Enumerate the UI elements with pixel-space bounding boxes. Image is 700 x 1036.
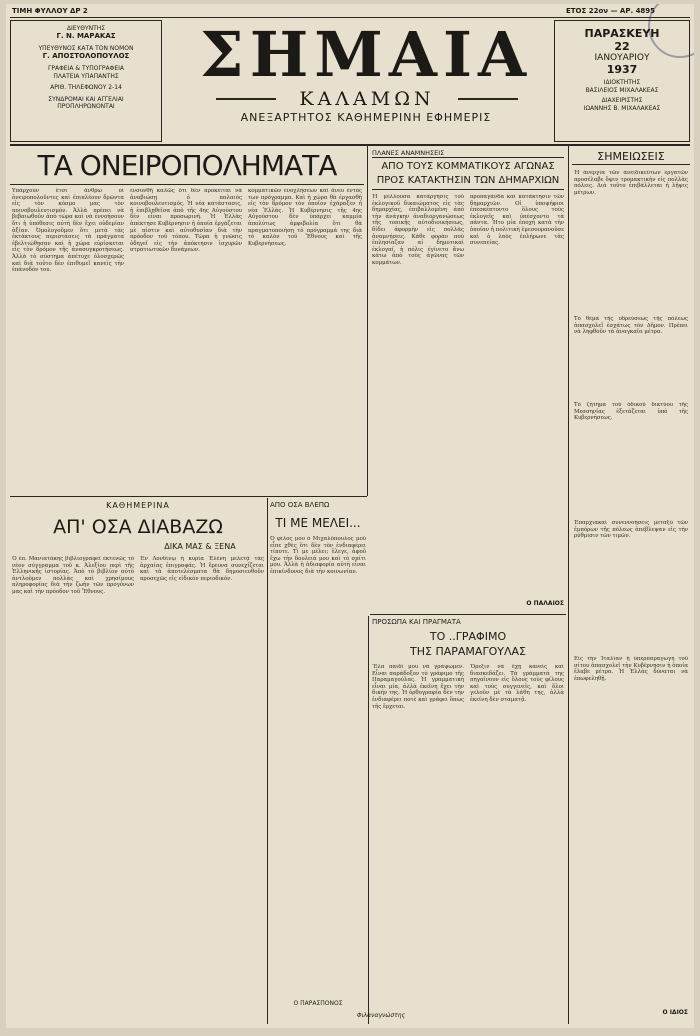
reading-col-2: Ἐν Λονδίνῳ ἡ κυρία Ἑλένη μελετᾷ τὰς ἀρχαίας ἐπιγραφάς. Ἡ ἔρευνα συνεχίζεται καὶ τὰ ἀποτελέσματα θὰ δημοσιευθοῦν προσεχῶς εἰς εἰδικὸν περιοδικόν.	[140, 556, 264, 582]
daily-label: ΚΑΘΗΜΕΡΙΝΑ	[106, 501, 170, 510]
notes-text-2: Τὸ θέμα τῆς ὑδρεύσεως τῆς πόλεως ἀπασχολεῖ ἐσχάτως τὸν Δῆμον. Πρέπει νὰ ληφθοῦν τὰ ἀναγκαῖα μέτρα.	[574, 316, 688, 336]
date-number: 22	[614, 40, 630, 53]
parties-title-2: ΠΡΟΣ ΚΑΤΑΚΤΗΣΙΝ ΤΩΝ ΔΗΜΑΡΧΙΩΝ	[376, 175, 560, 186]
things-signature: Φιλαναγνώστης	[356, 1012, 406, 1019]
masthead-tagline: ΑΝΕΞΑΡΤΗΤΟΣ ΚΑΘΗΜΕΡΙΝΗ ΕΦΗΜΕΡΙΣ	[240, 111, 492, 124]
manager-label: ΔΙΑΧΕΙΡΙΣΤΗΣ	[601, 97, 643, 104]
care-signature: Ο ΠΑΡΑΣΠΟΝΟΣ	[293, 1000, 343, 1007]
notes-text-4: Ἐπαρχιακαὶ συνεννοήσεις μεταξὺ τῶν ἐμπόρων τῆς πόλεως ἀπέβλεψαν εἰς τὴν ρύθμισιν τῶν τιμῶν.	[574, 520, 688, 540]
things-label: ΠΡΟΣΩΠΑ ΚΑΙ ΠΡΑΓΜΑΤΑ	[372, 618, 461, 626]
things-title-2: ΤΗΣ ΠΑΡΑΜΑΓΟΥΛΑΣ	[410, 645, 526, 658]
newspaper-page	[6, 4, 694, 1028]
manager-name: ΙΩΑΝΝΗΣ Β. ΜΙΧΑΛΑΚΕΑΣ	[583, 104, 661, 112]
notes-text-3: Τὸ ζήτημα τοῦ ὁδικοῦ δικτύου τῆς Μεσσηνίας ἐξετάζεται ὑπὸ τῆς Κυβερνήσεως.	[574, 402, 688, 422]
parties-signature: Ο ΠΑΛΑΙΟΣ	[526, 600, 564, 607]
reading-title: ΑΠ' ΟΣΑ ΔΙΑΒΑΖΩ	[53, 516, 223, 538]
dreams-col-3: κομματικῶν ἐνοχλήσεων καὶ ἄνευ ἐντός των πρόγραμμα. Καὶ ἡ χώρα θὰ ἐργασθῆ εἰς τὸν δρόμον τὸν ὁποῖον ἐχάραξεν ἡ νέα Ἑλλὰς. Ἡ Κυβέρνησις τῆς 4ης Αὐγούστου δὲν ὑπάρχει καμμία ἀπολύτως ἀμφιβολία ὅτι θὰ πραγματοποιήσῃ τὸ πρόγραμμά της διὰ τὸ καλὸν τοῦ Ἔθνους καὶ τῆς Κυβερνήσεως.	[248, 188, 362, 247]
resp-name: Γ. ΑΠΟΣΤΟΛΟΠΟΥΛΟΣ	[42, 51, 130, 60]
office-addr: ΠΛΑΤΕΙΑ ΥΠΑΠΑΝΤΗΣ	[53, 72, 119, 80]
price: ΤΙΜΗ ΦΥΛΛΟΥ ΔΡ 2	[12, 7, 88, 15]
dreams-title: ΤΑ ΟΝΕΙΡΟΠΟΛΗΜΑΤΑ	[37, 150, 337, 182]
reading-col-1: Ὁ ἐπ. Μανιατάκης βιβλιογραφεῖ ἐκτενῶς τὸ νέον σύγγραμμα τοῦ κ. Ἀλεξίου περὶ τῆς Ἑλληνικῆς ἱστορίας. Ἀπὸ τὸ βιβλίον αὐτὸ ἀντλοῦμεν πολλὰς καὶ χρησίμους πληροφορίας διὰ τὴν ζωὴν τῶν προγόνων μας καὶ τὴν πρόοδον τοῦ Ἔθνους.	[12, 556, 134, 595]
day-name: ΠΑΡΑΣΚΕΥΗ	[584, 27, 660, 40]
resp-label: ΥΠΕΥΘΥΝΟΣ ΚΑΤΑ ΤΟΝ ΝΟΜΟΝ	[38, 45, 134, 52]
notes-signature: Ο ΙΔΙΟΣ	[662, 1009, 688, 1016]
care-title: ΤΙ ΜΕ ΜΕΛΕΙ...	[275, 516, 361, 530]
owner-name: ΒΑΣΙΛΕΙΟΣ ΜΙΧΑΛΑΚΕΑΣ	[585, 86, 659, 94]
director-label: ΔΙΕΥΘΥΝΤΗΣ	[66, 25, 106, 32]
masthead-title: ΣΗΜΑΙΑ	[199, 18, 533, 91]
masthead-subtitle: ΚΑΛΑΜΩΝ	[299, 88, 435, 110]
reading-subtitle: ΔΙΚΑ ΜΑΣ & ΞΕΝΑ	[164, 542, 236, 551]
notes-title: ΣΗΜΕΙΩΣΕΙΣ	[597, 150, 665, 163]
director-name: Γ. Ν. ΜΑΡΑΚΑΣ	[56, 31, 116, 40]
parties-col-2: προπαγάνδα καὶ κατάκτησιν τῶν δημαρχιῶν. Οἱ ὑποψήφιοι ἐπεσκέπτοντο ὅλους τοὺς ἐκλογεῖς καὶ ὑπέσχοντο τὰ πάντα. Ἦτο μία ἐποχὴ κατὰ τὴν ὁποίαν ἡ πολιτικὴ ἐμεσουρανοῦσε καὶ ὁ λαὸς ἐπλήρωνε τὰς συνεπείας.	[470, 194, 564, 247]
notes-text-5: Εἰς τὴν Ἰταλίαν ἡ ὑπερπαραγωγὴ τοῦ σίτου ἀπασχολεῖ τὴν Κυβέρνησιν ἡ ὁποία ἔλαβε μέτρα. Ἡ Ἑλλὰς δύναται νὰ ἐπωφεληθῇ.	[574, 656, 688, 682]
year: 1937	[606, 63, 638, 76]
office-label: ΓΡΑΦΕΙΑ & ΤΥΠΟΓΡΑΦΕΙΑ	[48, 65, 124, 72]
dreams-col-1: Υπάρχουν ἔτσι ἄνθρω οἱ ὀνειροπολοῦντες καὶ ἐπιπλέουν δρῶντα εἰς τὸν κόσμο μας τὸν ποινοβουλευτισμόν. Ἀλλὰ πρέπει νὰ βεβαιωθοῦν ἀπὸ τώρα καὶ νὰ ἐννοήσουν ὅτι ἡ ὑπόθεσις αὐτὴ δὲν ἔχει οὐδεμίαν ἀξίαν. Ὁμολογοῦμεν ὅτι μετὰ τὰς ἑκτάκτους περιστάσεις τὰ πράγματα ἐβελτιώθησαν καὶ ἡ χώρα εὑρίσκεται εἰς τὸν δρόμον τῆς ἀνασυγκροτήσεως. Ἀλλὰ τὸ σύστημα ἀπέτυχε ὁλοσχερῶς καὶ διὰ τοῦτο δὲν ἐπιθυμεῖ κανεὶς τὴν ἐπάνοδόν του.	[12, 188, 124, 274]
care-text: Ὁ φίλος μου ὁ Μιχαλόπουλος μοῦ εἶπε χθὲς ὅτι δὲν τὸν ἐνδιαφέρει τίποτε. Τὶ με μέλει; ἔλεγε, ἀφοῦ ἔχω τὴν δουλειά μου καὶ τὸ σπίτι μου. Ἀλλὰ ἡ ἀδιαφορία αὐτὴ εἶναι ἐπικίνδυνος διὰ τὴν κοινωνίαν.	[270, 536, 366, 575]
notes-text-1: Ἠ ἀνεργία τῶν ἀνειδικεύτων ἐργατῶν προσέλαβε ὄψιν τρομακτικὴν εἰς πολλὰς πόλεις. Διὰ τοῦτο ἐπιβάλλεται ἡ λῆψις μέτρων.	[574, 170, 688, 196]
things-title-1: ΤΟ ..ΓΡΑΦΙΜΟ	[429, 630, 507, 643]
parties-title-1: ΑΠΟ ΤΟΥΣ ΚΟΜΜΑΤΙΚΟΥΣ ΑΓΩΝΑΣ	[381, 161, 555, 172]
year-issue: ΕΤΟΣ 22ον — ΑΡ. 4895	[566, 7, 656, 15]
month-name: ΙΑΝΟΥΑΡΙΟΥ	[594, 53, 650, 63]
phone: ΑΡΙΘ. ΤΗΛΕΦΩΝΟΥ 2-14	[50, 84, 122, 91]
things-col-1: Ἔλα παιδί μου νὰ γράψωμεν. Εἶναι παράδοξον τὸ γράφιμο τῆς Παραμαγούλας. Ἡ γραμματικὴ εἶναι μία, ἀλλὰ ἐκεῖνη ἔχει τὴν δικήν της. Ἡ ὀρθογραφία δὲν τὴν ἐνδιαφέρει ποτὲ καὶ γράφει ὅπως τῆς ἔρχεται.	[372, 664, 464, 710]
memories-label: ΠΛΑΝΕΣ ΑΝΑΜΝΗΣΕΙΣ	[372, 149, 445, 157]
date-box	[554, 20, 690, 142]
parties-col-1: Ἡ μέλλουσα κατάργησις τοῦ ἐκλογικοῦ δικαιώματος εἰς τὰς δημαρχίας, ἐπιβαλλομένη ἀπὸ τὴν ἀνάγκην ἀναδιοργανώσεως τῆς τοπικῆς αὐτοδιοικήσεως, δίδει ἀφορμὴν εἰς πολλὰς ἀναμνήσεις. Κάθε φορὰν ποὺ ἐπλησίαζαν αἱ δημοτικαὶ ἐκλογαί, ἡ πόλις ἐγίνετο ἄνω κάτω ἀπὸ τοὺς ἀγῶνας τῶν κομμάτων.	[372, 194, 464, 266]
subscriptions: ΣΥΝΔΡΟΜΑΙ ΚΑΙ ΑΓΓΕΛΙΑΙ ΠΡΟΠΛΗΡΩΝΟΝΤΑΙ	[48, 95, 124, 110]
dreams-col-2: ἐνσυνθῆ καλῶς ὅτι δὲν προκειται νὰ ἀναβιώσῃ ὁ παλαιὸς κοινοβουλευτισμός. Ἡ νέα κατάστασις, ἡ ἐπιβληθεῖσα ἀπὸ τῆς 4ης Αὐγούστου δὲν εἶναι προσωρινή. Ἡ Ἑλλὰς ἀπέκτησε Κυβέρνησιν ἡ ὁποία ἐργάζεται μὲ πίστιν καὶ αὐτοθυσίαν διὰ τὴν πρόοδον τοῦ τόπου. Τώρα ἡ γνῶσις ὁδηγεῖ εἰς τὴν ἀπόκτησιν ἰσχυρῶν στρατιωτικῶν δυνάμεων.	[130, 188, 242, 254]
things-col-2: Ὅρεξιν νὰ ἔχῃ κανεὶς καὶ διασκεδάζει. Τὰ γράμματά της πηγαίνουν εἰς ὅλους τοὺς φίλους καὶ τοὺς συγγενεῖς, καὶ ὅλοι γελοῦν μὲ τὰ λάθη της, ἀλλὰ ἐκείνη δὲν σταματᾷ.	[470, 664, 564, 703]
info-box-left	[10, 20, 162, 142]
owner-label: ΙΔΙΟΚΤΗΤΗΣ	[603, 79, 641, 86]
see-label: ΑΠΟ ΟΣΑ ΒΛΕΠΩ	[270, 501, 330, 509]
